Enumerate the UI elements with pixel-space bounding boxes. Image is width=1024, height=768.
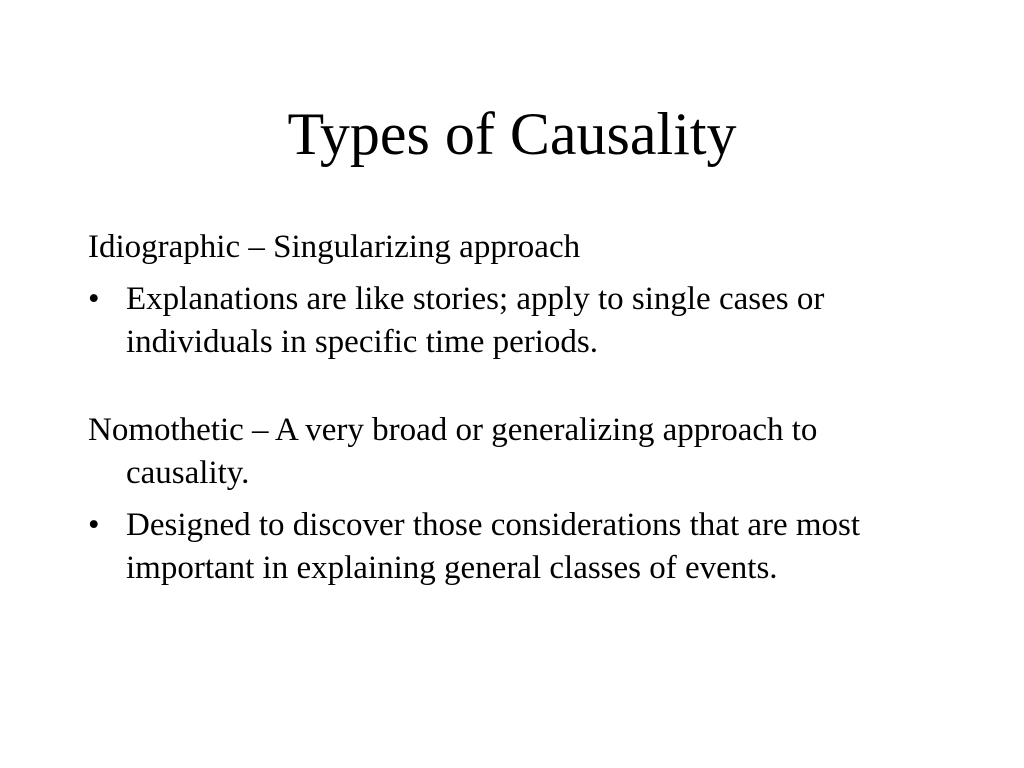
- slide-title: Types of Causality: [287, 101, 737, 167]
- slide-body: [88, 226, 938, 590]
- nomothetic-heading: Nomothetic – A very broad or generalizing approach to causality.: [88, 412, 818, 491]
- idiographic-heading: Idiographic – Singularizing approach: [88, 229, 581, 265]
- nomothetic-bullet: [88, 504, 938, 590]
- idiographic-bullet: [88, 278, 938, 364]
- nomothetic-bullet-text: Designed to discover those considerations that are most important in explaining general classes of events.: [126, 507, 861, 586]
- bullet-dot-icon: •: [88, 507, 100, 543]
- idiographic-bullet-text: Explanations are like stories; apply to single cases or individuals in specific time periods.: [126, 281, 825, 360]
- bullet-dot-icon: •: [88, 281, 100, 317]
